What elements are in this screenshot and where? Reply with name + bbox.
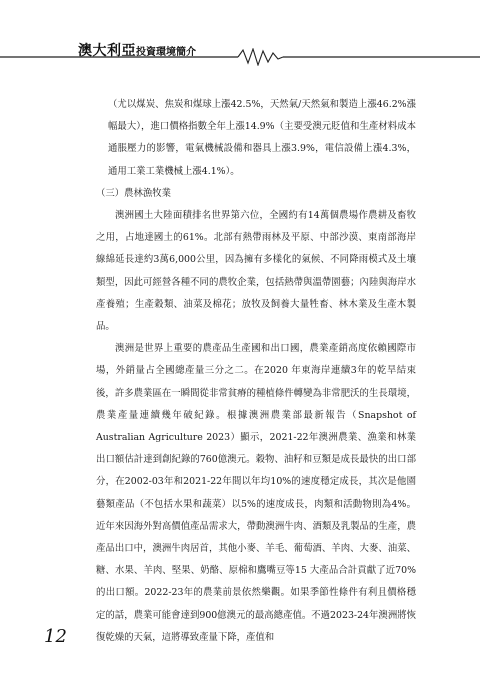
- page-header: [0, 0, 480, 68]
- page-number: 12: [44, 626, 67, 647]
- paragraph: 澳洲是世界上重要的農產品生產國和出口國，農業產銷高度依賴國際市場，外銷量占全國總產量三分之二。在2020 年東海岸連續3年的乾旱結束後，許多農業區在一瞬間從非常貧瘠的種植條件轉變為非常肥沃的生長環境，農業產量連續幾年破紀錄。根據澳洲農業部最新報告（Snapshot of Australian Agriculture 2023）顯示，2021-22年澳洲農業、漁業和林業出口額估計達到創紀錄的760億澳元。穀物、油籽和豆類是成長最快的出口部分，在2002-03年和2021-22年間以年均10%的速度穩定成長，其次是他園藝類產品（不包括水果和蔬菜）以5%的速度成長，肉類和活動物則為4%。近年來因海外對高價值產品需求大，帶動澳洲牛肉、酒類及乳製品的生產，農產品出口中，澳洲牛肉居首，其他小麥、羊毛、葡萄酒、羊肉、大麥、油菜、糖、水果、羊肉、堅果、奶酪、原棉和鷹嘴豆等15 大產品合計貢獻了近70%的出口額。2022-23年的農業前景依然樂觀。如果季節性條件有利且價格穩定的話，農業可能會達到900億澳元的最高總產值。不過2023-24年澳洲將恢復乾燥的天氣，這將導致產量下降，產值和: [96, 343, 416, 643]
- body-text: [96, 94, 416, 649]
- paragraph: 澳洲國土大陸面積排名世界第六位，全國約有14萬個農場作農耕及畜牧之用，占地達國土的61%。北部有熱帶雨林及平原、中部沙漠、東南部海岸線綿延長達約3萬6,000公里，因為擁有多樣化的氣候、不同降雨模式及土壤類型，因此可經營各種不同的農牧企業，包括熱帶與溫帶園藝；內陸與海岸水產養殖；生產穀類、油菜及棉花；放牧及飼養大量牲畜、林木業及生產木製品。: [96, 210, 416, 333]
- header-title-main: 澳大利亞: [78, 43, 136, 59]
- header-waveform-rule: [0, 48, 480, 66]
- header-title-sub: 投資環境簡介: [136, 47, 196, 58]
- section-heading: （三）農林漁牧業: [96, 187, 172, 199]
- paragraph-continuation: （尤以煤炭、焦炭和煤球上漲42.5%，天然氣/天然氣和製造上漲46.2%漲幅最大），進口價格指數全年上漲14.9%（主要受澳元貶值和生產材料成本通脹壓力的影響，電氣機械設備和器具上漲3.9%，電信設備上漲4.3%，通用工業工業機械上漲4.1%）。: [108, 99, 416, 177]
